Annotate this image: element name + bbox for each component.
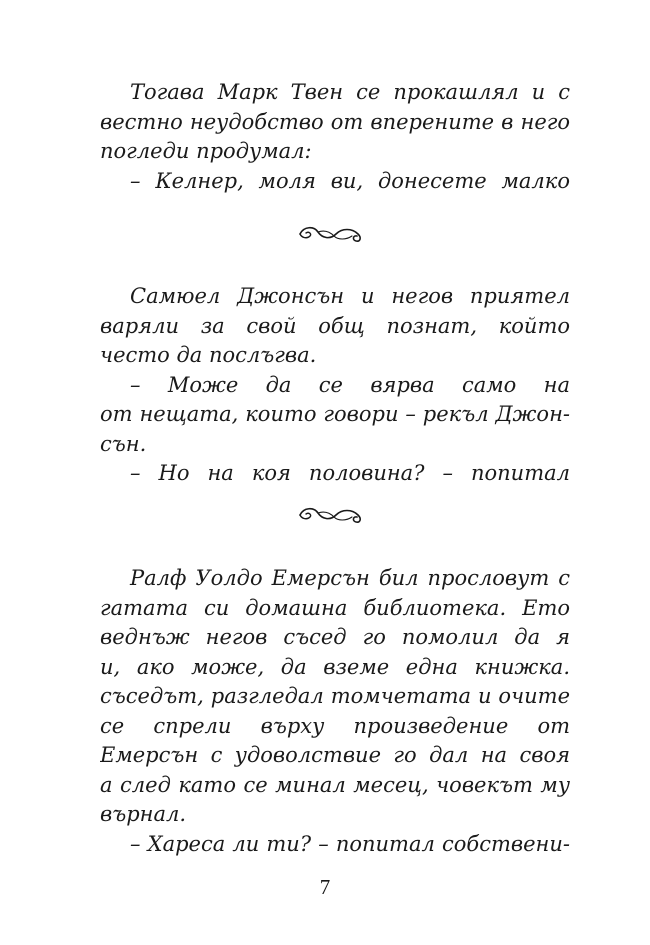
flourish-ornament-icon [296, 503, 366, 527]
anecdote-mark-twain [100, 78, 570, 196]
anecdote-samuel-johnson [100, 282, 570, 489]
paragraph-line: а след като се минал месец, човекът му [100, 772, 570, 797]
paragraph-line: Емерсън с удоволствие го дал на своя [100, 743, 570, 767]
paragraph-line: Ралф Уолдо Емерсън бил прословут с [130, 566, 570, 590]
paragraph-line: веднъж негов съсед го помолил да я [100, 625, 570, 649]
dialogue-line: от нещата, които говори – рекъл Джон- [100, 402, 570, 426]
page-number: 7 [319, 875, 331, 899]
paragraph-line: се спрели върху произведение от [100, 713, 570, 738]
paragraph-line: варяли за свой общ познат, който [100, 313, 570, 338]
flourish-ornament-icon [296, 222, 366, 246]
paragraph-line: и, ако може, да вземе една книжка. [100, 654, 570, 679]
dialogue-line: – Келнер, моля ви, донесете малко [130, 168, 570, 193]
dialogue-line: – Може да се вярва само на [130, 372, 570, 397]
dialogue-line: сън. [100, 431, 147, 456]
paragraph-line: вестно неудобство от вперените в него [100, 109, 570, 134]
paragraph-line: Самюел Джонсън и негов приятел [130, 284, 570, 308]
paragraph-line: съседът, разгледал томчетата и очите [100, 684, 570, 708]
paragraph-line: върнал. [100, 802, 187, 826]
dialogue-line: – Но на коя половина? – попитал [130, 461, 570, 485]
dialogue-line: – Хареса ли ти? – попитал собствени- [130, 831, 570, 856]
paragraph-line: гатата си домашна библиотека. Ето [100, 595, 570, 620]
paragraph-line: Тогава Марк Твен се прокашлял и с [130, 80, 570, 104]
paragraph-line: погледи продумал: [100, 139, 312, 163]
anecdote-ralph-waldo-emerson [100, 564, 570, 859]
paragraph-line: често да послъгва. [100, 343, 317, 367]
